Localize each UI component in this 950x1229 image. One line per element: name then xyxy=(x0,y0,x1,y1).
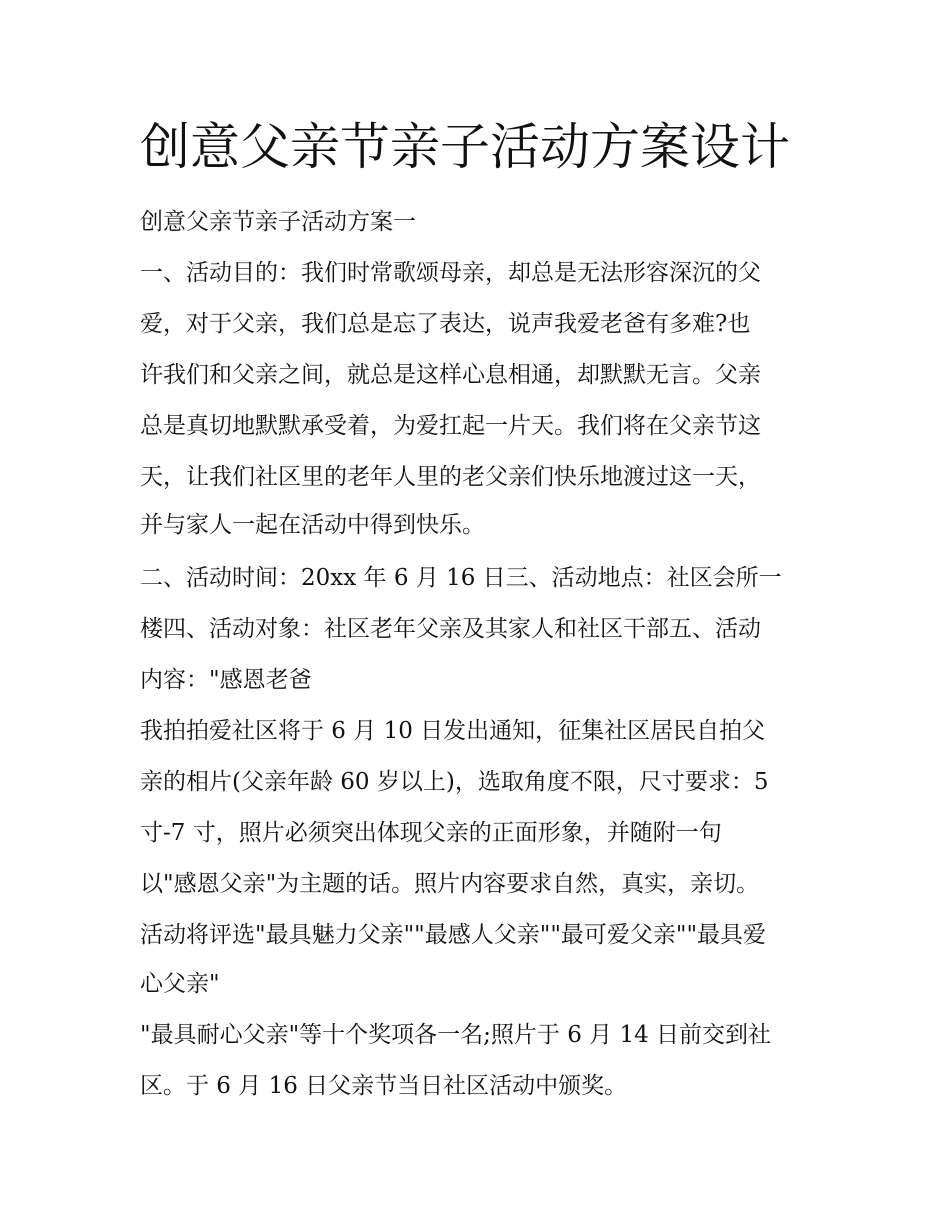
text-line: 活动将评选"最具魅力父亲""最感人父亲""最可爱父亲""最具爱 xyxy=(140,922,767,948)
text-line: 我拍拍爱社区将于 6 月 10 日发出通知，征集社区居民自拍父 xyxy=(140,718,766,744)
text-line: 心父亲" xyxy=(140,971,220,997)
text-line: 内容："感恩老爸 xyxy=(140,667,312,693)
text-line: 爱，对于父亲，我们总是忘了表达，说声我爱老爸有多难?也 xyxy=(140,311,751,337)
text-line: 区。于 6 月 16 日父亲节当日社区活动中颁奖。 xyxy=(140,1073,628,1099)
text-line: 并与家人一起在活动中得到快乐。 xyxy=(140,512,485,538)
document-title: 创意父亲节亲子活动方案设计 xyxy=(140,118,790,176)
text-line: 天，让我们社区里的老年人里的老父亲们快乐地渡过这一天， xyxy=(140,464,761,490)
text-line: 楼四、活动对象：社区老年父亲及其家人和社区干部五、活动 xyxy=(140,616,761,642)
text-line: 亲的相片(父亲年龄 60 岁以上)，选取角度不限，尺寸要求：5 xyxy=(140,769,769,795)
text-line: 创意父亲节亲子活动方案一 xyxy=(140,209,416,235)
text-line: 以"感恩父亲"为主题的话。照片内容要求自然，真实，亲切。 xyxy=(140,871,760,897)
text-line: "最具耐心父亲"等十个奖项各一名;照片于 6 月 14 日前交到社 xyxy=(140,1022,772,1048)
text-line: 二、活动时间：20xx 年 6 月 16 日三、活动地点：社区会所一 xyxy=(140,565,782,591)
text-line: 一、活动目的：我们时常歌颂母亲，却总是无法形容深沉的父 xyxy=(140,260,761,286)
text-line: 许我们和父亲之间，就总是这样心息相通，却默默无言。父亲 xyxy=(140,362,761,388)
text-line: 寸-7 寸，照片必须突出体现父亲的正面形象，并随附一句 xyxy=(140,820,722,846)
text-line: 总是真切地默默承受着，为爱扛起一片天。我们将在父亲节这 xyxy=(140,413,761,439)
